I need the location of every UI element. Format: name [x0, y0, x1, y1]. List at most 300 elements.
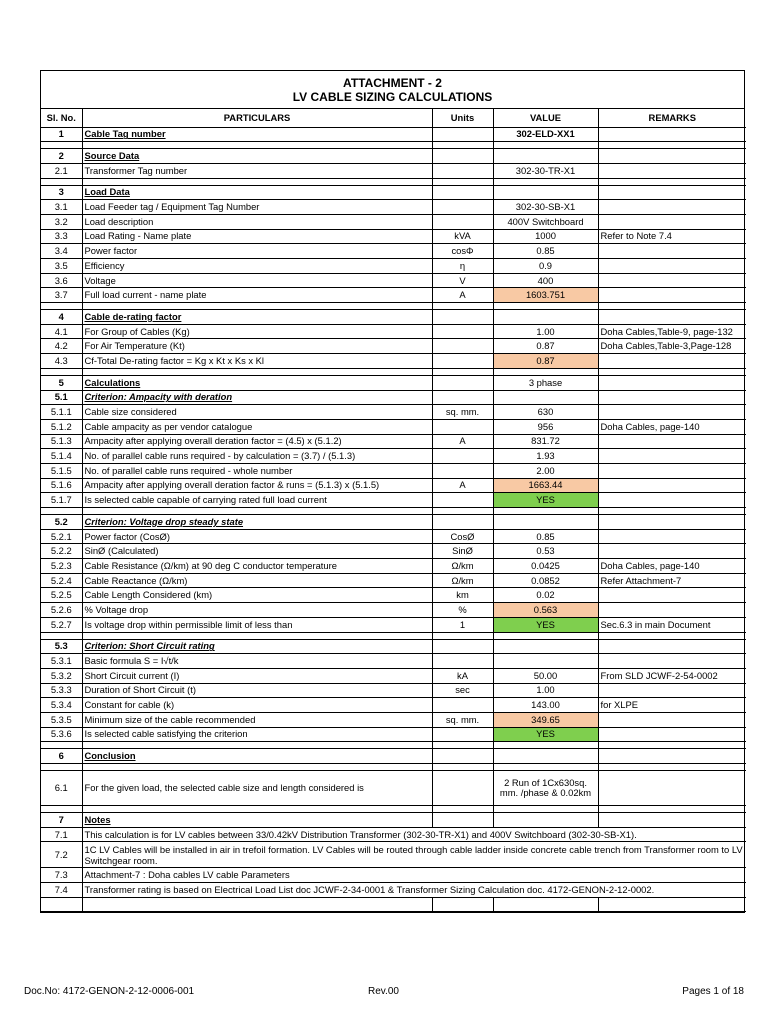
serial-number-cell: 3.7	[41, 288, 82, 303]
empty-cell	[432, 897, 493, 912]
units-cell: km	[432, 588, 493, 603]
note-text-cell: 1C LV Cables will be installed in air in trefoil formation. LV Cables will be routed through cable ladder inside concrete cable trench from Transformer room to LV Switchgear room.	[82, 842, 746, 868]
remarks-cell	[598, 449, 746, 464]
particulars-cell: Load Rating - Name plate	[82, 229, 432, 244]
particulars-cell: Cable Reactance (Ω/km)	[82, 573, 432, 588]
header-remarks: REMARKS	[598, 109, 746, 127]
units-cell: Ω/km	[432, 559, 493, 574]
particulars-cell	[82, 515, 432, 530]
empty-cell	[493, 897, 598, 912]
remarks-cell	[598, 639, 746, 654]
units-cell	[432, 390, 493, 405]
serial-number-cell: 1	[41, 127, 82, 142]
table-row	[41, 668, 746, 683]
value-cell: 831.72	[493, 434, 598, 449]
header-value: VALUE	[493, 109, 598, 127]
serial-number-cell: 7.4	[41, 883, 82, 898]
table-row	[41, 310, 746, 325]
section-heading: Criterion: Voltage drop steady state	[84, 515, 244, 527]
empty-cell	[41, 897, 82, 912]
table-row	[41, 712, 746, 727]
units-cell: V	[432, 273, 493, 288]
serial-number-cell: 4.3	[41, 354, 82, 369]
particulars-cell: Voltage	[82, 273, 432, 288]
value-cell: YES	[493, 727, 598, 742]
value-cell: 0.9	[493, 259, 598, 274]
remarks-cell: Doha Cables,Table-9, page-132	[598, 324, 746, 339]
table-row	[41, 163, 746, 178]
value-cell: 1000	[493, 229, 598, 244]
empty-cell	[598, 764, 746, 771]
section-heading: Notes	[84, 813, 111, 825]
remarks-cell: From SLD JCWF-2-54-0002	[598, 668, 746, 683]
units-cell	[432, 310, 493, 325]
serial-number-cell: 5.3.4	[41, 698, 82, 713]
serial-number-cell: 5.2.5	[41, 588, 82, 603]
serial-number-cell: 4	[41, 310, 82, 325]
spacer-row	[41, 178, 746, 185]
spacer-row	[41, 742, 746, 749]
empty-cell	[82, 178, 432, 185]
value-cell: 2 Run of 1Cx630sq. mm. /phase & 0.02km	[493, 771, 598, 806]
particulars-cell: For Air Temperature (Kt)	[82, 339, 432, 354]
value-cell	[493, 149, 598, 164]
particulars-cell: Ampacity after applying overall deration factor & runs = (5.1.3) x (5.1.5)	[82, 478, 432, 493]
serial-number-cell: 5.3.6	[41, 727, 82, 742]
footer-page-count: Pages 1 of 18	[682, 986, 744, 997]
value-cell: 3 phase	[493, 375, 598, 390]
particulars-cell	[82, 375, 432, 390]
value-cell: 1663.44	[493, 478, 598, 493]
serial-number-cell: 7	[41, 813, 82, 828]
serial-number-cell: 5.1.1	[41, 405, 82, 420]
units-cell: kVA	[432, 229, 493, 244]
particulars-cell: Power factor (CosØ)	[82, 529, 432, 544]
units-cell: Ω/km	[432, 573, 493, 588]
particulars-cell: Constant for cable (k)	[82, 698, 432, 713]
serial-number-cell: 3.5	[41, 259, 82, 274]
empty-cell	[598, 897, 746, 912]
value-cell: 956	[493, 419, 598, 434]
serial-number-cell: 5.2	[41, 515, 82, 530]
value-cell: 0.87	[493, 354, 598, 369]
remarks-cell	[598, 727, 746, 742]
empty-cell	[598, 806, 746, 813]
serial-number-cell: 5.1.3	[41, 434, 82, 449]
note-text-cell: Attachment-7 : Doha cables LV cable Parameters	[82, 868, 746, 883]
table-row	[41, 434, 746, 449]
units-cell: sec	[432, 683, 493, 698]
empty-cell	[493, 742, 598, 749]
remarks-cell	[598, 529, 746, 544]
particulars-cell: Load Feeder tag / Equipment Tag Number	[82, 200, 432, 215]
particulars-cell: Ampacity after applying overall deration factor = (4.5) x (5.1.2)	[82, 434, 432, 449]
section-heading: Load Data	[84, 186, 130, 198]
particulars-cell	[82, 310, 432, 325]
empty-cell	[493, 368, 598, 375]
empty-cell	[41, 178, 82, 185]
serial-number-cell: 3.2	[41, 214, 82, 229]
value-cell	[493, 749, 598, 764]
remarks-cell	[598, 259, 746, 274]
remarks-cell	[598, 493, 746, 508]
table-row	[41, 698, 746, 713]
empty-cell	[432, 178, 493, 185]
table-row	[41, 185, 746, 200]
units-cell: 1	[432, 617, 493, 632]
table-row	[41, 229, 746, 244]
header-sl-no: Sl. No.	[41, 109, 82, 127]
footer-revision: Rev.00	[368, 986, 399, 997]
units-cell	[432, 214, 493, 229]
empty-cell	[82, 303, 432, 310]
serial-number-cell: 3	[41, 185, 82, 200]
empty-cell	[82, 897, 432, 912]
particulars-cell	[82, 749, 432, 764]
remarks-cell	[598, 463, 746, 478]
section-heading: Conclusion	[84, 750, 136, 762]
empty-cell	[598, 303, 746, 310]
particulars-cell: Duration of Short Circuit (t)	[82, 683, 432, 698]
units-cell	[432, 515, 493, 530]
serial-number-cell: 5.2.7	[41, 617, 82, 632]
empty-cell	[41, 368, 82, 375]
value-cell: 630	[493, 405, 598, 420]
particulars-cell	[82, 390, 432, 405]
serial-number-cell: 2	[41, 149, 82, 164]
remarks-cell	[598, 683, 746, 698]
particulars-cell: Is voltage drop within permissible limit of less than	[82, 617, 432, 632]
serial-number-cell: 5.3.1	[41, 654, 82, 669]
empty-cell	[82, 508, 432, 515]
particulars-cell: Basic formula S = I√t/k	[82, 654, 432, 669]
value-cell: 1.00	[493, 324, 598, 339]
remarks-cell	[598, 273, 746, 288]
spacer-row	[41, 806, 746, 813]
particulars-cell	[82, 639, 432, 654]
table-row	[41, 449, 746, 464]
serial-number-cell: 3.3	[41, 229, 82, 244]
attachment-title: ATTACHMENT - 2	[343, 76, 442, 90]
value-cell: 0.87	[493, 339, 598, 354]
particulars-cell: Power factor	[82, 244, 432, 259]
empty-cell	[598, 142, 746, 149]
value-cell: YES	[493, 493, 598, 508]
table-row	[41, 288, 746, 303]
serial-number-cell: 3.6	[41, 273, 82, 288]
note-text-cell: This calculation is for LV cables between 33/0.42kV Distribution Transformer (302-30-TR-X1) and 400V Switchboard (302-30-SB-X1).	[82, 827, 746, 842]
table-row	[41, 273, 746, 288]
empty-cell	[493, 178, 598, 185]
units-cell: A	[432, 434, 493, 449]
empty-cell	[41, 508, 82, 515]
empty-cell	[41, 142, 82, 149]
table-row	[41, 544, 746, 559]
value-cell: 0.0425	[493, 559, 598, 574]
table-header-row	[41, 109, 746, 127]
units-cell	[432, 339, 493, 354]
serial-number-cell: 4.2	[41, 339, 82, 354]
empty-cell	[432, 142, 493, 149]
calculation-table	[41, 109, 746, 912]
table-row	[41, 405, 746, 420]
serial-number-cell: 5.1.4	[41, 449, 82, 464]
table-row	[41, 324, 746, 339]
section-heading: Criterion: Ampacity with deration	[84, 391, 233, 403]
particulars-cell: Cf-Total De-rating factor = Kg x Kt x Ks x Kl	[82, 354, 432, 369]
table-row	[41, 339, 746, 354]
serial-number-cell: 5.3.3	[41, 683, 82, 698]
empty-cell	[432, 806, 493, 813]
value-cell	[493, 639, 598, 654]
serial-number-cell: 5.2.3	[41, 559, 82, 574]
particulars-cell: For the given load, the selected cable size and length considered is	[82, 771, 432, 806]
table-row	[41, 375, 746, 390]
empty-cell	[82, 806, 432, 813]
empty-cell	[493, 806, 598, 813]
value-cell	[493, 310, 598, 325]
table-row	[41, 842, 746, 868]
spacer-row	[41, 142, 746, 149]
units-cell	[432, 749, 493, 764]
spacer-row	[41, 508, 746, 515]
empty-cell	[598, 632, 746, 639]
units-cell: %	[432, 603, 493, 618]
serial-number-cell: 5.2.6	[41, 603, 82, 618]
document-title: LV CABLE SIZING CALCULATIONS	[292, 90, 493, 104]
empty-cell	[598, 742, 746, 749]
empty-cell	[432, 508, 493, 515]
value-cell: 400	[493, 273, 598, 288]
remarks-cell	[598, 288, 746, 303]
remarks-cell	[598, 163, 746, 178]
units-cell: kA	[432, 668, 493, 683]
particulars-cell: Cable Length Considered (km)	[82, 588, 432, 603]
empty-cell	[432, 632, 493, 639]
serial-number-cell: 5.1.6	[41, 478, 82, 493]
units-cell: CosØ	[432, 529, 493, 544]
units-cell	[432, 813, 493, 828]
spacer-row	[41, 368, 746, 375]
serial-number-cell: 5.1	[41, 390, 82, 405]
remarks-cell: Doha Cables, page-140	[598, 559, 746, 574]
remarks-cell	[598, 200, 746, 215]
remarks-cell	[598, 515, 746, 530]
remarks-cell	[598, 375, 746, 390]
value-cell: 0.85	[493, 244, 598, 259]
units-cell	[432, 463, 493, 478]
particulars-cell: No. of parallel cable runs required - by calculation = (3.7) / (5.1.3)	[82, 449, 432, 464]
remarks-cell	[598, 310, 746, 325]
empty-cell	[598, 368, 746, 375]
units-cell	[432, 200, 493, 215]
units-cell	[432, 354, 493, 369]
particulars-cell: For Group of Cables (Kg)	[82, 324, 432, 339]
empty-cell	[493, 764, 598, 771]
remarks-cell: Sec.6.3 in main Document	[598, 617, 746, 632]
units-cell	[432, 375, 493, 390]
serial-number-cell: 5.2.2	[41, 544, 82, 559]
particulars-cell: Full load current - name plate	[82, 288, 432, 303]
spacer-row	[41, 764, 746, 771]
header-units: Units	[432, 109, 493, 127]
value-cell	[493, 654, 598, 669]
empty-cell	[82, 632, 432, 639]
units-cell	[432, 493, 493, 508]
remarks-cell	[598, 712, 746, 727]
empty-cell	[432, 742, 493, 749]
empty-cell	[41, 303, 82, 310]
units-cell	[432, 149, 493, 164]
note-text-cell: Transformer rating is based on Electrical Load List doc JCWF-2-34-0001 & Transformer Sizing Calculation doc. 4172-GENON-2-12-0002.	[82, 883, 746, 898]
remarks-cell	[598, 603, 746, 618]
blank-row	[41, 897, 746, 912]
remarks-cell: Doha Cables,Table-3,Page-128	[598, 339, 746, 354]
value-cell: 302-30-SB-X1	[493, 200, 598, 215]
table-row	[41, 617, 746, 632]
empty-cell	[82, 764, 432, 771]
serial-number-cell: 5.1.5	[41, 463, 82, 478]
value-cell: 1.93	[493, 449, 598, 464]
particulars-cell: Load description	[82, 214, 432, 229]
remarks-cell: Refer to Note 7.4	[598, 229, 746, 244]
empty-cell	[432, 764, 493, 771]
remarks-cell	[598, 405, 746, 420]
table-row	[41, 771, 746, 806]
table-row	[41, 883, 746, 898]
table-row	[41, 654, 746, 669]
empty-cell	[493, 142, 598, 149]
empty-cell	[41, 742, 82, 749]
serial-number-cell: 3.4	[41, 244, 82, 259]
table-row	[41, 149, 746, 164]
serial-number-cell: 5.3.2	[41, 668, 82, 683]
value-cell: YES	[493, 617, 598, 632]
remarks-cell	[598, 354, 746, 369]
footer-doc-no: Doc.No: 4172-GENON-2-12-0006-001	[24, 986, 195, 997]
table-row	[41, 200, 746, 215]
value-cell: 0.02	[493, 588, 598, 603]
serial-number-cell: 6.1	[41, 771, 82, 806]
serial-number-cell: 5.3	[41, 639, 82, 654]
section-heading: Cable Tag number	[84, 128, 166, 140]
value-cell	[493, 813, 598, 828]
remarks-cell	[598, 149, 746, 164]
table-row	[41, 683, 746, 698]
remarks-cell: for XLPE	[598, 698, 746, 713]
remarks-cell	[598, 813, 746, 828]
particulars-cell: Minimum size of the cable recommended	[82, 712, 432, 727]
particulars-cell: % Voltage drop	[82, 603, 432, 618]
units-cell	[432, 185, 493, 200]
empty-cell	[41, 806, 82, 813]
serial-number-cell: 2.1	[41, 163, 82, 178]
remarks-cell	[598, 588, 746, 603]
particulars-cell	[82, 185, 432, 200]
table-row	[41, 813, 746, 828]
units-cell	[432, 771, 493, 806]
serial-number-cell: 7.3	[41, 868, 82, 883]
table-row	[41, 419, 746, 434]
table-row	[41, 749, 746, 764]
serial-number-cell: 5.1.2	[41, 419, 82, 434]
units-cell	[432, 163, 493, 178]
units-cell	[432, 324, 493, 339]
value-cell: 0.53	[493, 544, 598, 559]
value-cell: 302-30-TR-X1	[493, 163, 598, 178]
table-row	[41, 559, 746, 574]
particulars-cell: Is selected cable satisfying the criterion	[82, 727, 432, 742]
remarks-cell	[598, 478, 746, 493]
section-heading: Cable de-rating factor	[84, 310, 182, 322]
table-row	[41, 639, 746, 654]
value-cell	[493, 390, 598, 405]
table-row	[41, 244, 746, 259]
units-cell	[432, 419, 493, 434]
value-cell: 143.00	[493, 698, 598, 713]
section-heading: Source Data	[84, 150, 140, 162]
value-cell: 0.563	[493, 603, 598, 618]
table-row	[41, 868, 746, 883]
serial-number-cell: 5	[41, 375, 82, 390]
value-cell: 0.85	[493, 529, 598, 544]
units-cell: cosΦ	[432, 244, 493, 259]
units-cell	[432, 654, 493, 669]
calculation-sheet	[40, 70, 745, 913]
table-row	[41, 588, 746, 603]
serial-number-cell: 7.1	[41, 827, 82, 842]
table-row	[41, 390, 746, 405]
table-row	[41, 529, 746, 544]
value-cell: 1.00	[493, 683, 598, 698]
remarks-cell	[598, 654, 746, 669]
empty-cell	[82, 368, 432, 375]
remarks-cell	[598, 127, 746, 142]
section-heading: Calculations	[84, 376, 141, 388]
remarks-cell	[598, 544, 746, 559]
empty-cell	[598, 508, 746, 515]
particulars-cell	[82, 127, 432, 142]
serial-number-cell: 7.2	[41, 842, 82, 868]
particulars-cell: Short Circuit current (I)	[82, 668, 432, 683]
serial-number-cell: 5.2.1	[41, 529, 82, 544]
units-cell: sq. mm.	[432, 712, 493, 727]
particulars-cell	[82, 149, 432, 164]
remarks-cell	[598, 214, 746, 229]
value-cell: 50.00	[493, 668, 598, 683]
empty-cell	[432, 303, 493, 310]
units-cell: sq. mm.	[432, 405, 493, 420]
particulars-cell	[82, 813, 432, 828]
remarks-cell	[598, 185, 746, 200]
serial-number-cell: 5.3.5	[41, 712, 82, 727]
remarks-cell: Doha Cables, page-140	[598, 419, 746, 434]
particulars-cell: Cable Resistance (Ω/km) at 90 deg C conductor temperature	[82, 559, 432, 574]
particulars-cell: No. of parallel cable runs required - whole number	[82, 463, 432, 478]
value-cell: 400V Switchboard	[493, 214, 598, 229]
remarks-cell	[598, 390, 746, 405]
spacer-row	[41, 632, 746, 639]
empty-cell	[432, 368, 493, 375]
units-cell	[432, 449, 493, 464]
units-cell: A	[432, 478, 493, 493]
empty-cell	[82, 142, 432, 149]
remarks-cell	[598, 749, 746, 764]
empty-cell	[493, 508, 598, 515]
remarks-cell	[598, 771, 746, 806]
value-cell: 1603.751	[493, 288, 598, 303]
serial-number-cell: 3.1	[41, 200, 82, 215]
